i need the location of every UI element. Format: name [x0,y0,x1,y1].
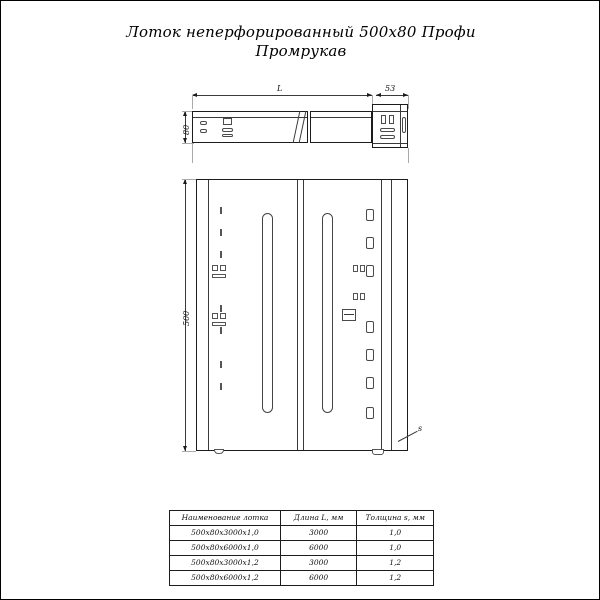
cell-name: 500х80х3000х1,0 [170,526,281,541]
side-end-divider [400,105,401,147]
front-center-fitting-line [344,314,354,315]
cell-thickness: 1,0 [357,526,434,541]
ext-line-width-top [182,179,196,180]
front-view [176,171,426,461]
front-flange-slot-7 [366,407,374,419]
side-slot-d [222,134,233,137]
cell-name: 500х80х3000х1,2 [170,556,281,571]
table-row [170,571,434,586]
cell-name: 500х80х6000х1,0 [170,541,281,556]
side-end-hole-a [381,115,386,124]
front-perf-l7 [220,383,222,390]
side-slot-b [200,129,207,133]
cell-length: 3000 [280,526,357,541]
side-end-slot-a [380,128,395,132]
side-end-hole-b [389,115,394,124]
spec-table [169,510,434,586]
front-body [196,179,408,451]
front-fold-center-a [297,180,298,450]
cell-length: 6000 [280,571,357,586]
table-header-row [170,511,434,526]
dim-label-width: 500 [182,310,191,326]
side-body-right [310,111,372,143]
front-detail-lf [212,322,226,326]
front-detail-la [212,265,218,271]
cell-length: 6000 [280,541,357,556]
side-end-slot-c [402,117,406,133]
table-row [170,541,434,556]
table-header-length: Длина L, мм [280,511,357,526]
side-end-bottom-rail [373,143,407,144]
front-perf-l6 [220,361,222,368]
front-fold-center-b [303,180,304,450]
proj-line-right [408,148,409,163]
front-flange-slot-4 [366,321,374,333]
front-detail-ra [353,265,358,272]
cell-thickness: 1,2 [357,571,434,586]
table-row [170,526,434,541]
front-fold-left [208,180,209,450]
front-detail-ld [212,313,218,319]
front-detail-rd [360,293,365,300]
front-detail-lc [212,274,226,278]
thickness-label: s [418,424,423,433]
front-perf-l3 [220,251,222,258]
side-end-top-rail [373,111,407,112]
front-detail-le [220,313,226,319]
side-end-slot-b [380,135,395,139]
front-bottom-tab-left [214,449,224,454]
front-perf-l5 [220,327,222,334]
front-detail-rc [353,293,358,300]
page-title [1,23,600,61]
cell-length: 3000 [280,556,357,571]
front-flange-slot-6 [366,377,374,389]
front-flange-slot-5 [366,349,374,361]
side-rail-line-left [193,117,307,118]
dim-line-length [192,95,372,96]
ext-line-length-left [192,95,193,109]
dim-label-length: L [277,84,283,93]
dim-arrow-end-left [376,93,381,97]
front-perf-l1 [220,207,222,214]
front-flange-slot-3 [366,265,374,277]
title-line-1: Лоток неперфорированный 500х80 Профи [126,23,476,41]
side-view [176,81,426,156]
front-perf-l2 [220,229,222,236]
front-fold-right-b [391,180,392,450]
table-header-name: Наименование лотка [170,511,281,526]
dim-label-end: 53 [385,84,396,93]
dim-label-height: 80 [182,124,191,135]
front-long-slot-left [262,213,273,413]
ext-line-width-bottom [182,451,196,452]
front-long-slot-right [322,213,333,413]
title-line-2: Промрукав [255,42,347,60]
table-header-thickness: Толщина s, мм [357,511,434,526]
side-hole-a [223,118,232,125]
front-perf-l4 [220,305,222,312]
side-slot-c [222,128,233,132]
side-rail-line-right [311,117,371,118]
cell-thickness: 1,2 [357,556,434,571]
cell-thickness: 1,0 [357,541,434,556]
ext-line-end-right [408,95,409,109]
cell-name: 500х80х6000х1,2 [170,571,281,586]
front-detail-rb [360,265,365,272]
front-flange-slot-1 [366,209,374,221]
front-fold-right-a [381,180,382,450]
side-slot-a [200,121,207,125]
proj-line-left [192,143,193,163]
front-bottom-tab-right [372,449,384,455]
front-flange-slot-2 [366,237,374,249]
front-detail-lb [220,265,226,271]
side-body-left [192,111,308,143]
front-center-fitting [342,309,356,321]
table-row [170,556,434,571]
